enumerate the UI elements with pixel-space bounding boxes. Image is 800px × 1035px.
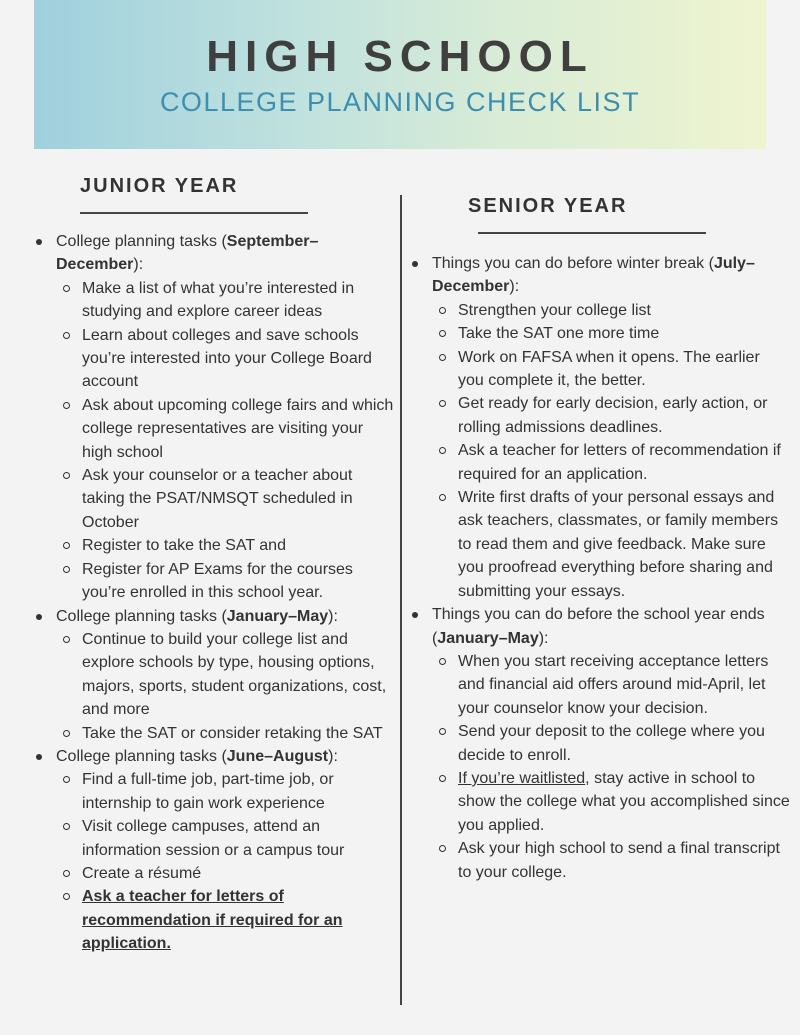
section-period: September–December	[56, 233, 319, 274]
junior-spring-items	[56, 628, 394, 745]
senior-sections	[410, 252, 790, 884]
circle-bullet-icon	[63, 893, 70, 900]
item-text: Take the SAT one more time	[458, 325, 660, 343]
list-item	[458, 767, 790, 837]
item-text: Ask your counselor or a teacher about taking the PSAT/NMSQT scheduled in October	[82, 467, 353, 531]
list-item	[458, 439, 790, 486]
item-text: Register to take the SAT and	[82, 537, 286, 555]
list-item	[458, 322, 790, 345]
item-text: Ask your high school to send a final transcript to your college.	[458, 840, 780, 881]
section-lead: Things you can do before the school year ends (	[432, 606, 765, 647]
list-item	[458, 346, 790, 393]
emphasized-item-text: Ask a teacher for letters of recommendation if required for an application.	[82, 888, 343, 953]
list-item	[458, 650, 790, 720]
section-trail: ):	[328, 607, 338, 625]
list-item	[458, 837, 790, 884]
bullet-icon	[412, 612, 418, 618]
item-text: Visit college campuses, attend an information session or a campus tour	[82, 818, 345, 859]
list-item	[82, 862, 394, 885]
list-item	[82, 628, 394, 722]
list-item	[82, 722, 394, 745]
section-period: July–December	[432, 255, 755, 296]
circle-bullet-icon	[439, 330, 446, 337]
section-period: January–May	[226, 607, 329, 625]
bullet-icon	[36, 614, 42, 620]
circle-bullet-icon	[63, 823, 70, 830]
list-item	[82, 815, 394, 862]
circle-bullet-icon	[63, 285, 70, 292]
junior-summer-items	[56, 768, 394, 955]
junior-section-summer	[34, 745, 394, 956]
circle-bullet-icon	[439, 845, 446, 852]
page-subtitle: COLLEGE PLANNING CHECK LIST	[159, 87, 641, 117]
circle-bullet-icon	[439, 307, 446, 314]
waitlisted-link[interactable]: If you’re waitlisted	[458, 769, 586, 787]
junior-year-column	[34, 172, 394, 956]
item-text: Ask about upcoming college fairs and which college representatives are visiting your high school	[82, 396, 394, 461]
item-text: Ask a teacher for letters of recommendation if required for an application.	[458, 442, 781, 483]
circle-bullet-icon	[63, 566, 70, 573]
circle-bullet-icon	[63, 332, 70, 339]
circle-bullet-icon	[439, 400, 446, 407]
section-trail: ):	[538, 629, 549, 647]
senior-year-column	[410, 192, 790, 884]
item-text: Find a full-time job, part-time job, or internship to gain work experience	[82, 771, 334, 812]
section-period: January–May	[437, 629, 539, 647]
list-item	[458, 720, 790, 767]
list-item	[82, 464, 394, 534]
junior-fall-items	[56, 277, 394, 605]
item-text: When you start receiving acceptance letters and financial aid offers around mid-April, let your counselor know your decision.	[458, 652, 769, 717]
senior-year-heading: SENIOR YEAR	[468, 195, 628, 217]
junior-section-spring	[34, 605, 394, 745]
section-period: June–August	[226, 747, 329, 765]
list-item	[82, 534, 394, 557]
senior-spring-items	[432, 650, 790, 884]
circle-bullet-icon	[63, 402, 70, 409]
circle-bullet-icon	[439, 728, 446, 735]
section-lead: College planning tasks (	[56, 747, 227, 765]
list-item	[458, 392, 790, 439]
list-item	[82, 885, 394, 955]
section-lead: College planning tasks (	[56, 233, 227, 250]
circle-bullet-icon	[63, 730, 70, 737]
header-banner	[34, 0, 766, 149]
senior-section-fall	[410, 252, 790, 603]
item-text: Learn about colleges and save schools you’re interested into your College Board account	[82, 326, 372, 391]
section-lead: College planning tasks (	[56, 607, 227, 625]
circle-bullet-icon	[439, 447, 446, 454]
senior-heading-rule	[478, 232, 706, 234]
junior-section-fall	[34, 230, 394, 605]
circle-bullet-icon	[63, 472, 70, 479]
junior-sections	[34, 230, 394, 956]
circle-bullet-icon	[63, 542, 70, 549]
list-item	[82, 394, 394, 464]
section-lead: Things you can do before winter break (	[432, 255, 714, 272]
item-text: , stay active in school to show the college what you accomplished since you applied.	[458, 769, 790, 834]
list-item	[458, 299, 790, 322]
item-text: Get ready for early decision, early action, or rolling admissions deadlines.	[458, 395, 768, 436]
circle-bullet-icon	[439, 494, 446, 501]
circle-bullet-icon	[63, 776, 70, 783]
item-text: Take the SAT or consider retaking the SAT	[82, 724, 383, 742]
circle-bullet-icon	[63, 870, 70, 877]
list-item	[458, 486, 790, 603]
circle-bullet-icon	[439, 658, 446, 665]
item-text: Strengthen your college list	[458, 301, 651, 319]
item-text: Write first drafts of your personal essays and ask teachers, classmates, or family members to read them and give feedback. Make sure you proofread everything before sharing and submitting your essays.	[458, 489, 779, 600]
section-trail: ):	[509, 278, 520, 296]
bullet-icon	[36, 754, 42, 760]
item-text: Continue to build your college list and explore schools by type, housing options, majors, sports, student organizations, cost, and more	[82, 630, 387, 719]
list-item	[82, 558, 394, 605]
circle-bullet-icon	[439, 354, 446, 361]
item-text: Make a list of what you’re interested in studying and explore career ideas	[82, 279, 355, 321]
item-text: Send your deposit to the college where you decide to enroll.	[458, 723, 765, 764]
senior-section-spring	[410, 603, 790, 884]
junior-heading-rule	[80, 212, 308, 214]
circle-bullet-icon	[439, 775, 446, 782]
bullet-icon	[412, 261, 418, 267]
section-trail: ):	[133, 256, 144, 274]
list-item	[82, 324, 394, 394]
item-text: Work on FAFSA when it opens. The earlier you complete it, the better.	[458, 348, 760, 390]
junior-year-heading: JUNIOR YEAR	[80, 175, 239, 197]
item-text: Register for AP Exams for the courses you’re enrolled in this school year.	[82, 560, 353, 602]
item-text: Create a résumé	[82, 864, 202, 882]
list-item	[82, 768, 394, 815]
senior-fall-items	[432, 299, 790, 603]
section-trail: ):	[328, 747, 338, 765]
column-divider	[400, 195, 402, 1005]
list-item	[82, 277, 394, 324]
page-title: HIGH SCHOOL	[206, 32, 594, 81]
bullet-icon	[36, 239, 42, 245]
circle-bullet-icon	[63, 636, 70, 643]
